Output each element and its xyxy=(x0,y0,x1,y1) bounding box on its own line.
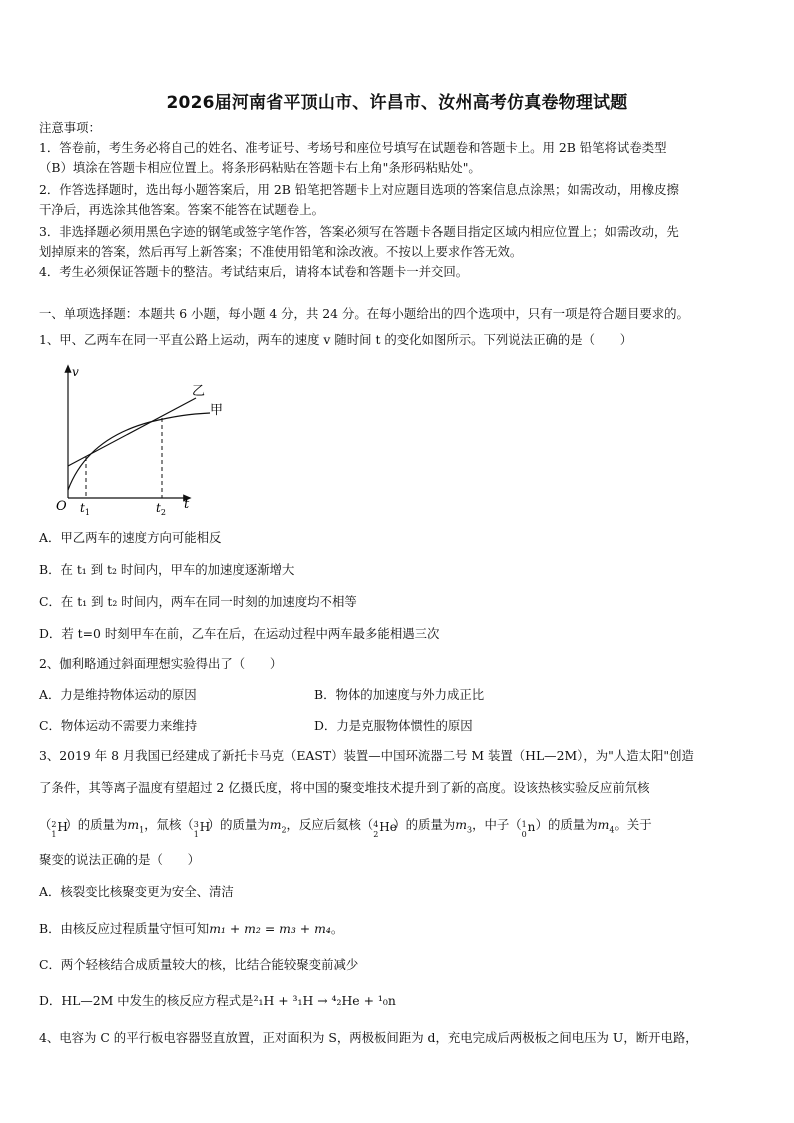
q2-option-d: D．力是克服物体惯性的原因 xyxy=(314,718,473,733)
tritium-symbol: 3 1 H xyxy=(193,820,211,839)
question-3-line: 3、2019 年 8 月我国已经建成了新托卡马克（EAST）装置—中国环流器二号 M 装置（HL—2M），为"人造太阳"创造 xyxy=(39,748,694,763)
notice-line: （B）填涂在答题卡相应位置上。将条形码粘贴在答题卡右上角"条形码粘贴处"。 xyxy=(39,160,481,175)
curve-yi-label: 乙 xyxy=(192,384,206,399)
notice-line: 2．作答选择题时，选出每小题答案后，用 2B 铅笔把答题卡上对应题目选项的答案信息点涂黑；如需改动，用橡皮擦 xyxy=(39,182,679,197)
x-axis-label: t xyxy=(184,497,190,512)
origin-label: O xyxy=(56,499,67,514)
notice-heading: 注意事项： xyxy=(39,120,101,135)
q3-option-d: D．HL—2M 中发生的核反应方程式是²₁H + ³₁H → ⁴₂He + ¹₀n xyxy=(39,993,396,1008)
t2-label: $t_2$ xyxy=(156,501,166,517)
q2-option-c: C．物体运动不需要力来维持 xyxy=(39,718,198,733)
question-3-line: 聚变的说法正确的是（ ） xyxy=(39,852,201,867)
t1-label: $t_1$ xyxy=(80,501,90,517)
q3-option-a: A．核裂变比核聚变更为安全、清洁 xyxy=(39,884,234,899)
question-3-line: 了条件，其等离子温度有望超过 2 亿摄氏度，将中国的聚变堆技术提升到了新的高度。设该热核实验反应前氘核 xyxy=(39,780,650,795)
question-1-stem: 1、甲、乙两车在同一平直公路上运动，两车的速度 v 随时间 t 的变化如图所示。下列说法正确的是（ ） xyxy=(39,332,633,347)
question-3-line: （ 2 1 H ）的质量为$m_1$，氚核（ 3 1 H ）的质量为$m_2$，反应后氦核（ 4 2 He ）的质量为$m_3$，中子（ 1 0 n ）的质量为$m_4$。关于 xyxy=(39,817,652,839)
curve-jia xyxy=(68,413,210,490)
notice-line: 4．考生必须保证答题卡的整洁。考试结束后，请将本试卷和答题卡一并交回。 xyxy=(39,264,469,279)
q2-option-b: B．物体的加速度与外力成正比 xyxy=(314,687,485,702)
q1-option-a: A．甲乙两车的速度方向可能相反 xyxy=(39,530,222,545)
curve-jia-label: 甲 xyxy=(210,403,224,418)
velocity-time-graph xyxy=(50,362,240,532)
helium-symbol: 4 2 He xyxy=(373,820,397,839)
question-2-stem: 2、伽利略通过斜面理想实验得出了（ ） xyxy=(39,656,283,671)
q3-option-b: B．由核反应过程质量守恒可知m₁ + m₂ = m₃ + m₄。 xyxy=(39,921,344,936)
q3-option-c: C．两个轻核结合成质量较大的核，比结合能较聚变前减少 xyxy=(39,957,359,972)
notice-line: 干净后，再选涂其他答案。答案不能答在试题卷上。 xyxy=(39,202,324,217)
page-title: 2026届河南省平顶山市、许昌市、汝州高考仿真卷物理试题 xyxy=(166,93,628,113)
q1-option-c: C．在 t₁ 到 t₂ 时间内，两车在同一时刻的加速度均不相等 xyxy=(39,594,357,609)
question-4-stem: 4、电容为 C 的平行板电容器竖直放置，正对面积为 S，两极板间距为 d，充电完成后两极板之间电压为 U，断开电路， xyxy=(39,1030,698,1045)
notice-line: 3．非选择题必须用黑色字迹的钢笔或签字笔作答，答案必须写在答题卡各题目指定区域内相应位置上；如需改动，先 xyxy=(39,224,679,239)
deuterium-symbol: 2 1 H xyxy=(51,820,68,839)
q1-option-b: B．在 t₁ 到 t₂ 时间内，甲车的加速度逐渐增大 xyxy=(39,562,295,577)
q2-option-a: A．力是维持物体运动的原因 xyxy=(39,687,197,702)
section-heading: 一、单项选择题：本题共 6 小题，每小题 4 分，共 24 分。在每小题给出的四个选项中，只有一项是符合题目要求的。 xyxy=(39,306,689,321)
curve-yi xyxy=(68,398,196,466)
neutron-symbol: 1 0 n xyxy=(521,820,536,839)
y-axis-label: v xyxy=(72,365,79,379)
notice-line: 划掉原来的答案，然后再写上新答案；不准使用铅笔和涂改液。不按以上要求作答无效。 xyxy=(39,244,523,259)
q1-option-d: D．若 t=0 时刻甲车在前，乙车在后，在运动过程中两车最多能相遇三次 xyxy=(39,626,440,641)
notice-line: 1．答卷前，考生务必将自己的姓名、准考证号、考场号和座位号填写在试题卷和答题卡上。用 2B 铅笔将试卷类型 xyxy=(39,140,667,155)
